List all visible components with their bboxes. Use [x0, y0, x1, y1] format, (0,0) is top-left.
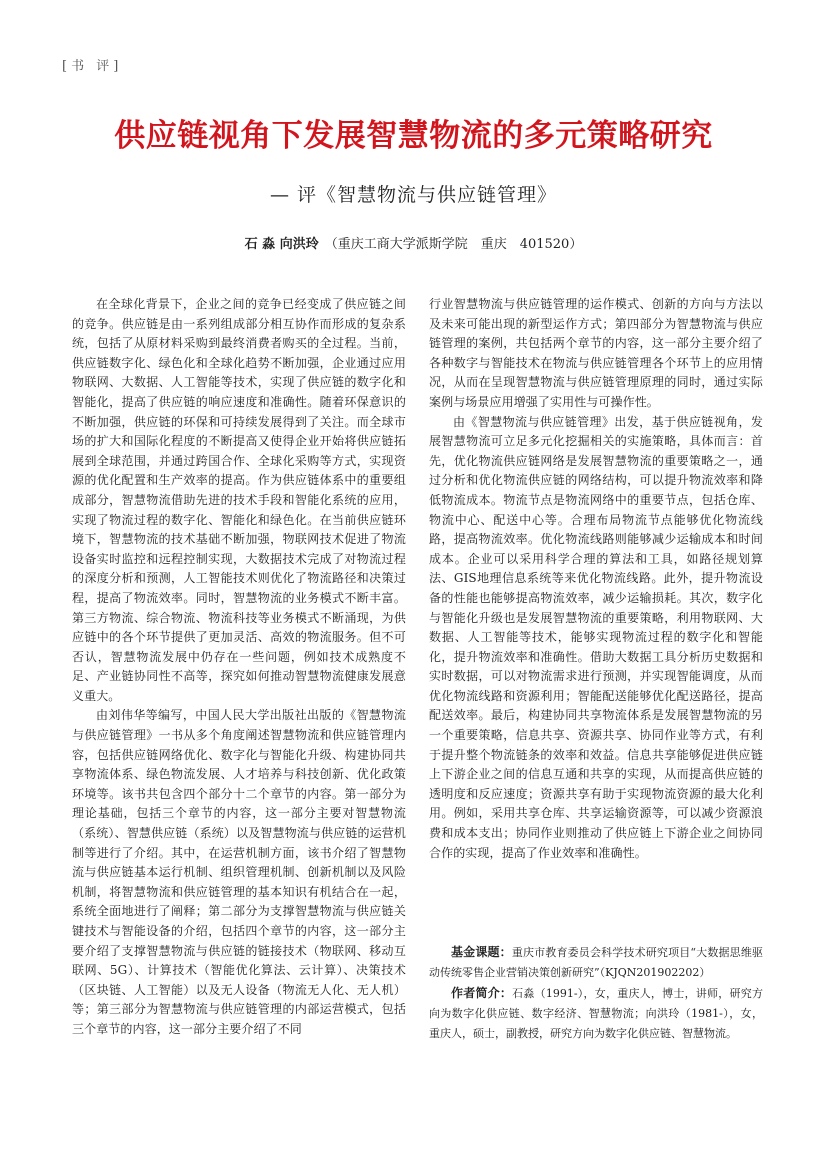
paragraph: 行业智慧物流与供应链管理的运作模式、创新的方向与方法以及未来可能出现的新型运作方式；第四部分为智慧物流与供应链管理的案例，共包括两个章节的内容，这一部分主要介绍了各种数字与智能技术在物流与供应链管理各个环节上的应用情况，从而在呈现智慧物流与供应链管理原理的同时，通过实际案例与场景应用增强了实用性与可操作性。	[429, 297, 763, 409]
author-intro-text: 石淼（1991-），女，重庆人，博士，讲师，研究方向为数字化供应链、数字经济、智慧物流；向洪玲（1981-），女，重庆人，硕士，副教授，研究方向为数字化供应链、智慧物流。	[429, 987, 763, 1040]
paragraph: 由《智慧物流与供应链管理》出发，基于供应链视角，发展智慧物流可立足多元化挖掘相关的实施策略，具体而言：首先，优化物流供应链网络是发展智慧物流的重要策略之一，通过分析和优化物流供应链的网络结构，可以提升物流效率和降低物流成本。物流节点是物流网络中的重要节点，包括仓库、物流中心、配送中心等。合理布局物流节点能够优化物流线路，提高物流效率。优化物流线路则能够减少运输成本和时间成本。企业可以采用科学合理的算法和工具，如路径规划算法、GIS地理信息系统等来优化物流线路。此外，提升物流设备的性能也能够提高物流效率，减少运输损耗。其次，数字化与智能化升级也是发展智慧物流的重要策略，利用物联网、大数据、人工智能等技术，能够实现物流过程的数字化和智能化，提升物流效率和准确性。借助大数据工具分析历史数据和实时数据，可以对物流需求进行预测，并实现智能调度，从而优化物流线路和资源利用；智能配送能够优化配送路径，提高配送效率。最后，构建协同共享物流体系是发展智慧物流的另一个重要策略，信息共享、资源共享、协同作业等方式，有利于提升整个物流链条的效率和效益。信息共享能够促进供应链上下游企业之间的信息互通和共享的实现，从而提高供应链的透明度和反应速度；资源共享有助于实现物流资源的最大化利用。例如，采用共享仓库、共享运输资源等，可以减少资源浪费和成本支出；协同作业则推动了供应链上下游企业之间协同合作的实现，提高了作业效率和准确性。	[429, 414, 763, 860]
article-title: 供应链视角下发展智慧物流的多元策略研究	[114, 118, 713, 154]
left-column	[72, 295, 406, 1040]
funding-label: 基金课题：	[451, 945, 512, 959]
paragraph: 在全球化背景下，企业之间的竞争已经变成了供应链之间的竞争。供应链是由一系列组成部分相互协作而形成的复杂系统，包括了从原材料采购到最终消费者购买的全过程。当前，供应链数字化、绿色化和全球化趋势不断加强，企业通过应用物联网、大数据、人工智能等技术，实现了供应链的数字化和智能化，提高了供应链的响应速度和准确性。随着环保意识的不断加强，供应链的环保和可持续发展得到了关注。而全球市场的扩大和国际化程度的不断提高又使得企业开始将供应链拓展到全球范围，并通过跨国合作、全球化采购等方式，实现资源的优化配置和生产效率的提高。作为供应链体系中的重要组成部分，智慧物流借助先进的技术手段和智能化系统的应用，实现了物流过程的数字化、智能化和绿色化。在当前供应链环境下，智慧物流的技术基础不断加强，物联网技术促进了物流设备实时监控和远程控制实现，大数据技术完成了对物流过程的深度分析和预测，人工智能技术则优化了物流路径和决策过程，提高了物流效率。同时，智慧物流的业务模式不断丰富。第三方物流、综合物流、物流科技等业务模式不断涌现，为供应链中的各个环节提供了更加灵活、高效的物流服务。但不可否认，智慧物流发展中仍存在一些问题，例如技术成熟度不足、产业链协同性不高等，探究如何推动智慧物流健康发展意义重大。	[72, 297, 406, 703]
paragraph: 由刘伟华等编写，中国人民大学出版社出版的《智慧物流与供应链管理》一书从多个角度阐述智慧物流和供应链管理内容，包括供应链网络优化、数字化与智能化升级、构建协同共享物流体系、绿色物流发展、人才培养与科技创新、优化政策环境等。该书共包含四个部分十二个章节的内容。第一部分为理论基础，包括三个章节的内容，这一部分主要对智慧物流（系统）、智慧供应链（系统）以及智慧物流与供应链的运营机制等进行了介绍。其中，在运营机制方面，该书介绍了智慧物流与供应链基本运行机制、组织管理机制、创新机制以及风险机制，将智慧物流和供应链管理的基本知识有机结合在一起，系统全面地进行了阐释；第二部分为支撑智慧物流与供应链关键技术与智能设备的介绍，包括四个章节的内容，这一部分主要介绍了支撑智慧物流与供应链的链接技术（物联网、移动互联网、5G）、计算技术（智能优化算法、云计算）、决策技术（区块链、人工智能）以及无人设备（物流无人化、无人机）等；第三部分为智慧物流与供应链管理的内部运营模式，包括三个章节的内容，这一部分主要介绍了不同	[72, 708, 406, 1036]
article-subtitle: — 评《智慧物流与供应链管理》	[269, 184, 558, 206]
author-line	[0, 233, 827, 252]
author-intro-note	[429, 983, 763, 1044]
section-tag: [书 评]	[62, 59, 123, 74]
funding-text: 重庆市教育委员会科学技术研究项目“大数据思维驱动传统零售企业营销决策创新研究”（KJQN201902202）	[429, 946, 763, 979]
author-names: 石 淼 向洪玲	[244, 237, 319, 252]
funding-note	[429, 942, 763, 983]
article-notes	[429, 942, 763, 1044]
right-column	[429, 295, 763, 863]
author-affiliation: （重庆工商大学派斯学院 重庆 401520）	[324, 237, 583, 252]
author-intro-label: 作者简介：	[451, 986, 513, 1000]
